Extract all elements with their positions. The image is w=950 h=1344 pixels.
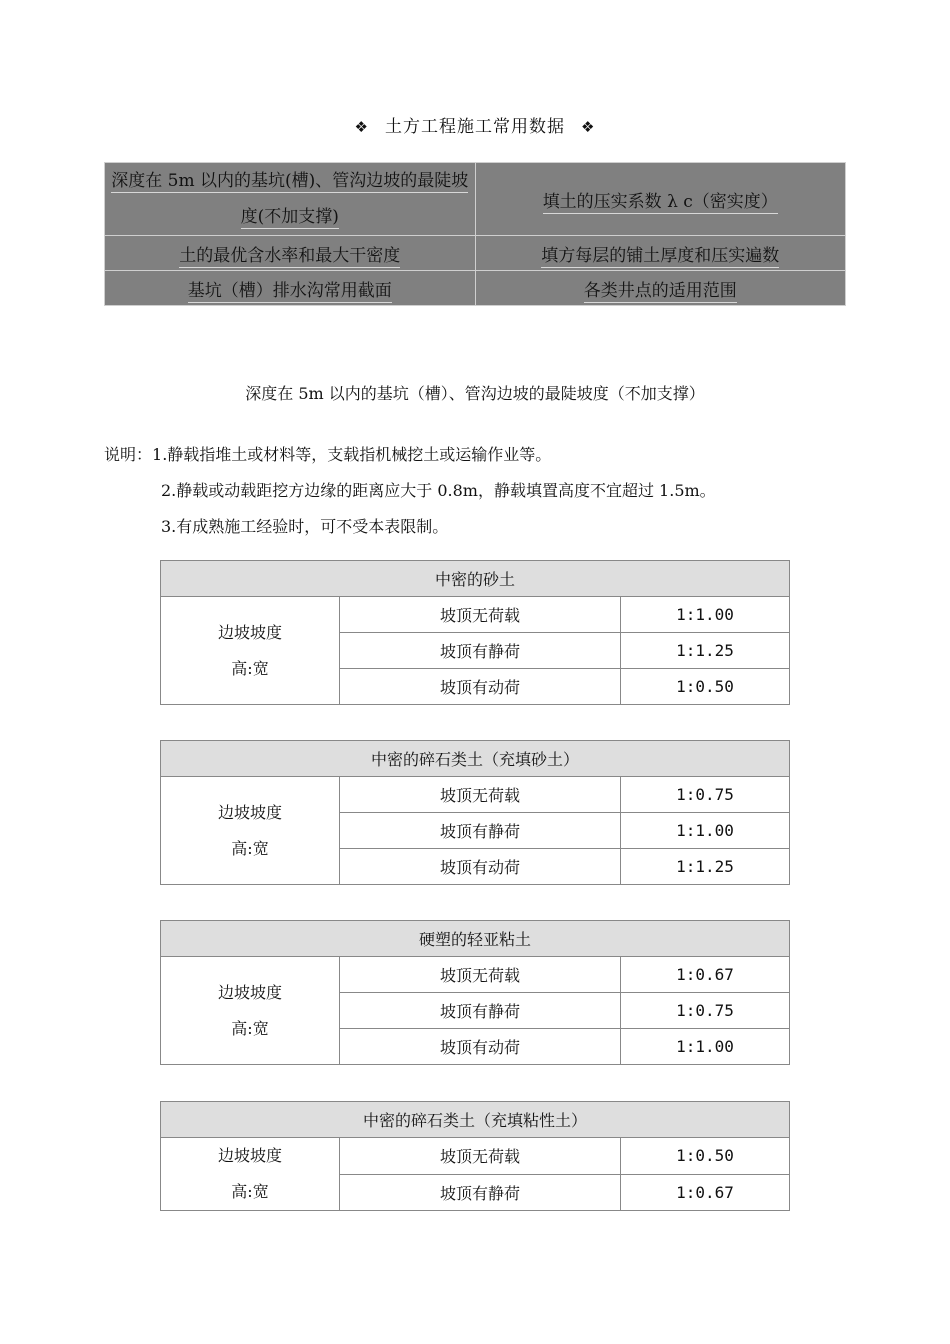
note-1: 说明：1.静载指堆土或材料等，支载指机械挖土或运输作业等。 — [104, 445, 552, 464]
slope-ratio: 1:1.00 — [621, 813, 790, 849]
page-title-text: 土方工程施工常用数据 — [385, 117, 565, 137]
slope-ratio: 1:1.00 — [621, 1029, 790, 1065]
note-3: 3.有成熟施工经验时，可不受本表限制。 — [161, 517, 449, 536]
load-condition: 坡顶有静荷 — [340, 633, 621, 669]
load-condition: 坡顶有动荷 — [340, 849, 621, 885]
table-header: 中密的碎石类土（充填砂土） — [161, 741, 790, 777]
table-header: 硬塑的轻亚粘土 — [161, 921, 790, 957]
nav-cell-5 — [105, 271, 476, 306]
notes-block — [104, 437, 716, 545]
slope-ratio: 1:0.50 — [621, 669, 790, 705]
slope-ratio: 1:1.00 — [621, 597, 790, 633]
nav-link-slope[interactable]: 深度在 5m 以内的基坑(槽)、管沟边坡的最陡坡度(不加支撑) — [111, 171, 469, 227]
load-condition: 坡顶有动荷 — [340, 1029, 621, 1065]
slope-ratio: 1:1.25 — [621, 849, 790, 885]
slope-label: 边坡坡度 高:宽 — [161, 1138, 340, 1211]
slope-ratio: 1:0.67 — [621, 957, 790, 993]
slope-table-1 — [160, 560, 790, 705]
load-condition: 坡顶有静荷 — [340, 993, 621, 1029]
load-condition: 坡顶有动荷 — [340, 669, 621, 705]
nav-cell-4 — [475, 236, 846, 271]
table-header: 中密的砂土 — [161, 561, 790, 597]
nav-link-wellpoint[interactable]: 各类井点的适用范围 — [583, 280, 737, 301]
page-title — [0, 112, 950, 137]
ornament-right-icon: ❖ — [581, 118, 596, 136]
nav-link-layer-thickness[interactable]: 填方每层的铺土厚度和压实遍数 — [541, 245, 780, 266]
nav-cell-2 — [475, 163, 846, 236]
slope-ratio: 1:0.50 — [621, 1138, 790, 1175]
load-condition: 坡顶无荷载 — [340, 597, 621, 633]
slope-table-3 — [160, 920, 790, 1065]
slope-ratio: 1:0.75 — [621, 777, 790, 813]
slope-ratio: 1:0.67 — [621, 1174, 790, 1211]
slope-label: 边坡坡度 高:宽 — [161, 957, 340, 1065]
notes-label: 说明： — [104, 445, 153, 464]
slope-label: 边坡坡度 高:宽 — [161, 597, 340, 705]
ornament-left-icon: ❖ — [354, 118, 369, 136]
slope-ratio: 1:1.25 — [621, 633, 790, 669]
nav-table — [104, 162, 846, 306]
slope-table-4 — [160, 1101, 790, 1211]
load-condition: 坡顶无荷载 — [340, 1138, 621, 1175]
note-2: 2.静载或动载距挖方边缘的距离应大于 0.8m，静载填置高度不宜超过 1.5m。 — [161, 481, 716, 500]
slope-ratio: 1:0.75 — [621, 993, 790, 1029]
nav-link-drainage[interactable]: 基坑（槽）排水沟常用截面 — [187, 280, 392, 301]
load-condition: 坡顶无荷载 — [340, 957, 621, 993]
nav-cell-6 — [475, 271, 846, 306]
load-condition: 坡顶有静荷 — [340, 1174, 621, 1211]
slope-table-2 — [160, 740, 790, 885]
slope-label: 边坡坡度 高:宽 — [161, 777, 340, 885]
nav-link-moisture[interactable]: 土的最优含水率和最大干密度 — [179, 245, 401, 266]
nav-cell-3 — [105, 236, 476, 271]
load-condition: 坡顶无荷载 — [340, 777, 621, 813]
nav-link-compaction[interactable]: 填土的压实系数 λ c（密实度） — [542, 191, 778, 212]
table-header: 中密的碎石类土（充填粘性土） — [161, 1102, 790, 1138]
nav-cell-1 — [105, 163, 476, 236]
load-condition: 坡顶有静荷 — [340, 813, 621, 849]
section-subtitle: 深度在 5m 以内的基坑（槽）、管沟边坡的最陡坡度（不加支撑） — [245, 384, 705, 403]
